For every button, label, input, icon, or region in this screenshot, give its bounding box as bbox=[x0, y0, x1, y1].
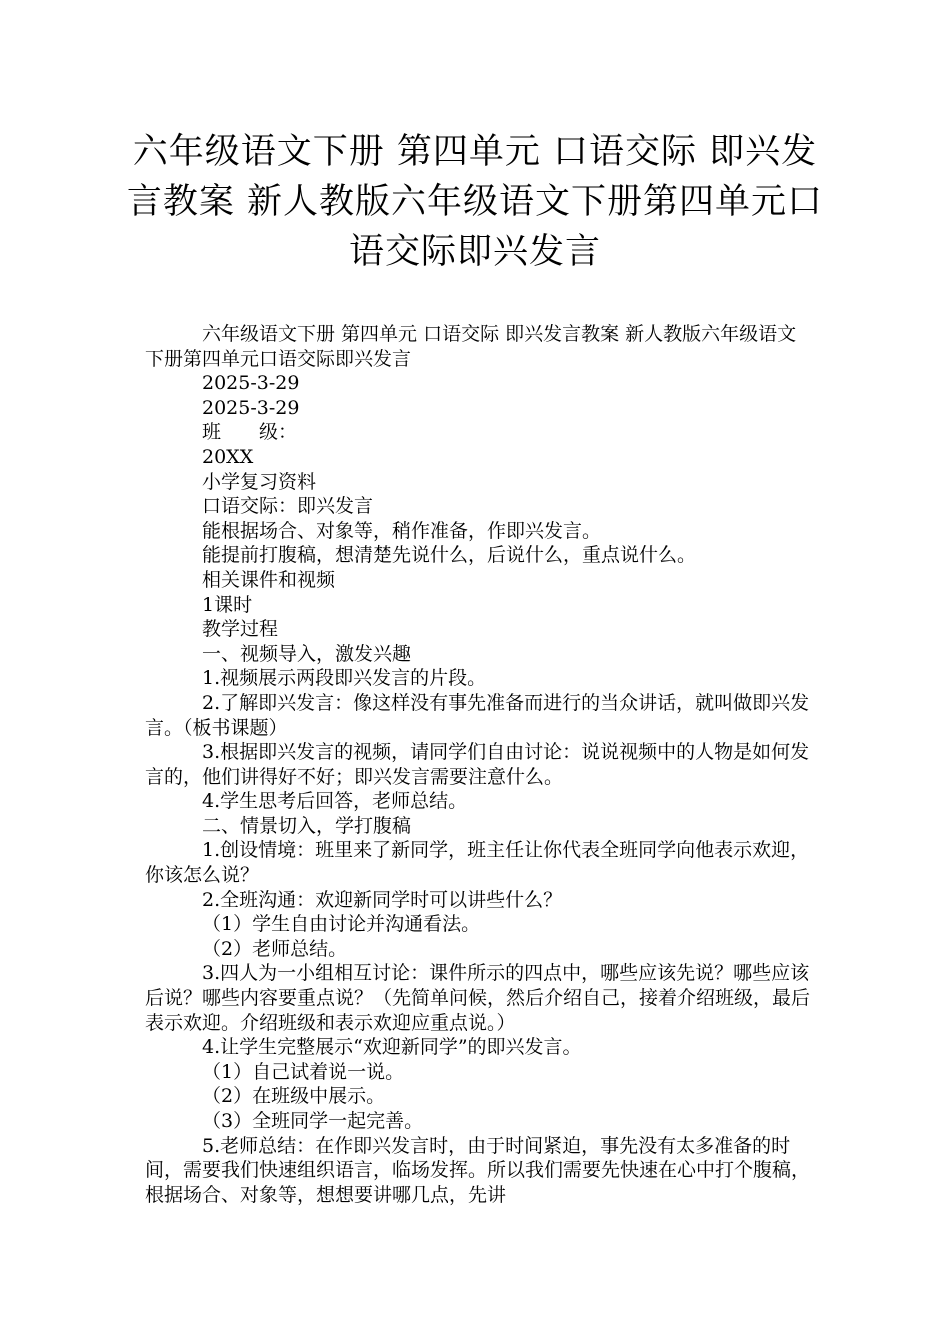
paragraph-step-2-5: 5.老师总结：在作即兴发言时，由于时间紧迫，事先没有太多准备的时间，需要我们快速组织语言，临场发挥。所以我们需要先快速在心中打个腹稿，根据场合、对象等，想想要讲哪几点，先讲 bbox=[145, 1134, 811, 1206]
paragraph-step-2-2-b: （2）老师总结。 bbox=[202, 937, 348, 960]
paragraph-step-2-2: 2.全班沟通：欢迎新同学时可以讲些什么？ bbox=[202, 888, 563, 911]
paragraph-step-2-3: 3.四人为一小组相互讨论：课件所示的四点中，哪些应该先说？哪些应该后说？哪些内容要重点说？（先简单问候，然后介绍自己，接着介绍班级，最后表示欢迎。介绍班级和表示欢迎应重点说。） bbox=[145, 962, 811, 1034]
paragraph-resources: 相关课件和视频 bbox=[202, 568, 336, 591]
paragraph-year: 20XX bbox=[202, 445, 254, 468]
paragraph-section-1: 一、视频导入，激发兴趣 bbox=[202, 642, 412, 665]
paragraph-class: 班 级： bbox=[202, 421, 298, 444]
paragraph-step-1-4: 4.学生思考后回答，老师总结。 bbox=[202, 790, 468, 813]
paragraph-step-1-2: 2.了解即兴发言：像这样没有事先准备而进行的当众讲话，就叫做即兴发言。（板书课题） bbox=[145, 691, 810, 739]
paragraph-hours: 1课时 bbox=[202, 593, 253, 616]
paragraph-date-2: 2025-3-29 bbox=[202, 396, 300, 419]
paragraph-step-1-3: 3.根据即兴发言的视频，请同学们自由讨论：说说视频中的人物是如何发言的，他们讲得好不好；即兴发言需要注意什么。 bbox=[145, 741, 810, 788]
paragraph-step-2-4-b: （2）在班级中展示。 bbox=[202, 1085, 386, 1108]
paragraph-goal-2: 能提前打腹稿，想清楚先说什么，后说什么，重点说什么。 bbox=[202, 544, 697, 567]
paragraph-section-2: 二、情景切入，学打腹稿 bbox=[202, 814, 412, 837]
document-title: 六年级语文下册 第四单元 口语交际 即兴发言教案 新人教版六年级语文下册第四单元口语交际即兴发言 bbox=[126, 132, 824, 272]
paragraph-step-2-4-a: （1）自己试着说一说。 bbox=[202, 1060, 405, 1083]
paragraph-step-1-1: 1.视频展示两段即兴发言的片段。 bbox=[202, 667, 487, 690]
paragraph-topic: 口语交际：即兴发言 bbox=[202, 495, 374, 518]
paragraph-step-2-4: 4.让学生完整展示“欢迎新同学”的即兴发言。 bbox=[202, 1036, 582, 1059]
paragraph-intro: 六年级语文下册 第四单元 口语交际 即兴发言教案 新人教版六年级语文下册第四单元口语交际即兴发言 bbox=[145, 323, 797, 370]
paragraph-date-1: 2025-3-29 bbox=[202, 372, 300, 395]
paragraph-goal-1: 能根据场合、对象等，稍作准备，作即兴发言。 bbox=[202, 519, 602, 542]
paragraph-material: 小学复习资料 bbox=[202, 470, 317, 493]
paragraph-step-2-4-c: （3）全班同学一起完善。 bbox=[202, 1110, 424, 1132]
paragraph-step-2-2-a: （1）学生自由讨论并沟通看法。 bbox=[202, 913, 481, 936]
document-body bbox=[145, 322, 810, 1207]
paragraph-process-heading: 教学过程 bbox=[202, 618, 279, 641]
paragraph-step-2-1: 1.创设情境：班里来了新同学，班主任让你代表全班同学向他表示欢迎，你该怎么说？ bbox=[145, 839, 810, 887]
